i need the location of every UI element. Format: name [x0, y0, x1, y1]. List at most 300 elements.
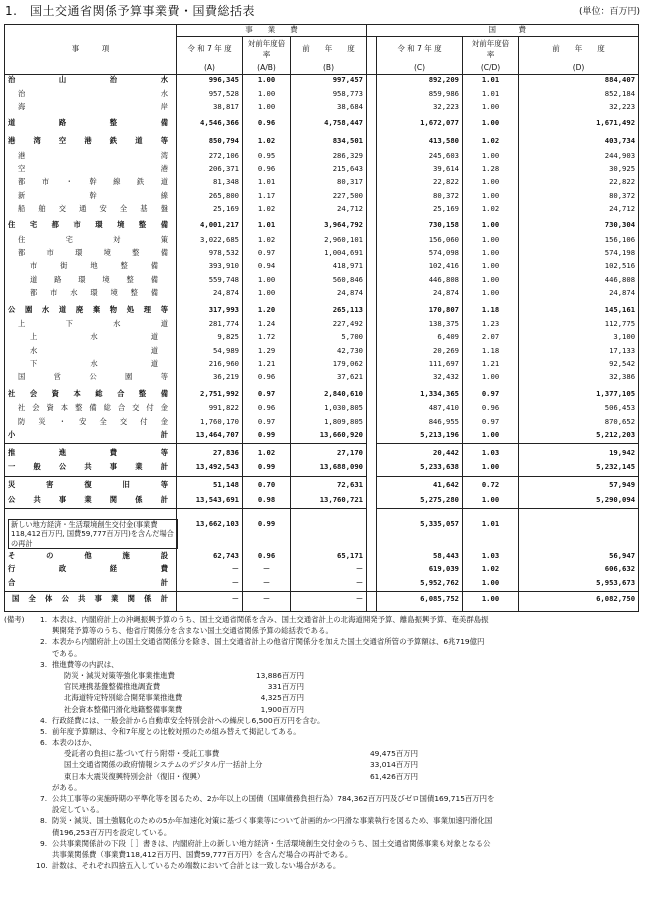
ratio-ab: －	[243, 564, 291, 577]
spacer	[367, 346, 377, 359]
row-label-text: 国 全 体 公 共 事 業 関 係 計	[12, 594, 168, 604]
ratio-cd: 1.23	[463, 319, 519, 332]
ratio-cd: 1.00	[463, 495, 519, 509]
header-b: (B)	[291, 63, 367, 75]
row-label-text: 推 進 費 等	[8, 447, 168, 457]
row-label	[5, 430, 177, 444]
value-d: 870,652	[519, 417, 639, 430]
value-d: 6,082,750	[519, 592, 639, 612]
value-d	[519, 509, 639, 551]
value-a: －	[177, 592, 243, 612]
value-c: 245,603	[377, 151, 463, 164]
value-a: 13,543,691	[177, 495, 243, 509]
value-d: 24,712	[519, 204, 639, 217]
value-b: 24,874	[291, 288, 367, 301]
notes-section	[4, 614, 644, 871]
table-row	[5, 372, 639, 385]
value-d: 5,290,094	[519, 495, 639, 509]
row-label	[5, 102, 177, 115]
value-b: 560,846	[291, 275, 367, 288]
note-list-key: 国土交通省関係の政府情報システムのデジタル庁一括計上分	[64, 760, 263, 770]
note-4: 行政経費には、一般会計から自動車安全特別会計への繰戻し6,500百万円を含む。	[52, 715, 325, 725]
row-label-text: 防 災 ・ 安 全 交 付 金	[18, 416, 168, 426]
row-label-text: 住 宅 都 市 環 境 整 備	[8, 220, 168, 230]
note-5-num: 5.	[40, 726, 48, 736]
value-c: 156,060	[377, 235, 463, 248]
value-a: 62,743	[177, 551, 243, 564]
value-b: 5,700	[291, 332, 367, 345]
row-label	[5, 164, 177, 177]
ratio-cd: 1.00	[463, 102, 519, 115]
table-row	[5, 444, 639, 462]
spacer	[367, 235, 377, 248]
value-b: 72,631	[291, 476, 367, 494]
value-d: 5,953,673	[519, 578, 639, 592]
note-5: 前年度予算額は、令和7年度との比較対照のため組み替えて掲記してある。	[52, 726, 301, 736]
spacer	[367, 275, 377, 288]
table-row	[5, 204, 639, 217]
ratio-ab: 1.20	[243, 301, 291, 319]
spacer	[367, 564, 377, 577]
ratio-ab: 1.01	[243, 217, 291, 235]
value-a: 9,825	[177, 332, 243, 345]
row-label-text: 公 共 事 業 関 係 計	[8, 494, 168, 504]
table-row	[5, 332, 639, 345]
row-label-text: 公 園 水 道 廃 棄 物 処 理 等	[8, 304, 168, 314]
ratio-ab: 1.01	[243, 177, 291, 190]
value-c: 892,209	[377, 75, 463, 89]
value-c: 80,372	[377, 191, 463, 204]
value-b: 80,317	[291, 177, 367, 190]
note-list-value: 61,426百万円	[369, 771, 418, 781]
table-row	[5, 462, 639, 476]
row-label	[5, 495, 177, 509]
ratio-cd: 1.02	[463, 133, 519, 151]
row-label-text: 上 下 水 道	[18, 319, 168, 329]
value-c: 24,874	[377, 288, 463, 301]
header-gap	[367, 25, 377, 37]
ratio-cd: 2.07	[463, 332, 519, 345]
spacer	[367, 204, 377, 217]
note-list-value: 33,014百万円	[369, 760, 418, 770]
spacer	[367, 115, 377, 133]
header-kokuhi: 国 費	[377, 25, 639, 37]
value-a: 38,817	[177, 102, 243, 115]
value-a: 265,800	[177, 191, 243, 204]
value-d: 5,232,145	[519, 462, 639, 476]
spacer	[367, 509, 377, 551]
table-row	[5, 592, 639, 612]
ratio-ab: 0.96	[243, 551, 291, 564]
spacer	[367, 430, 377, 444]
spacer	[367, 177, 377, 190]
spacer	[367, 261, 377, 274]
ratio-ab: 0.97	[243, 248, 291, 261]
spacer	[367, 403, 377, 416]
ratio-ab: 1.00	[243, 288, 291, 301]
value-b: 65,171	[291, 551, 367, 564]
spacer	[367, 417, 377, 430]
table-header	[5, 25, 639, 75]
value-a: 13,662,103	[177, 509, 243, 551]
table-row	[5, 191, 639, 204]
value-a: 272,106	[177, 151, 243, 164]
ratio-cd: 0.72	[463, 476, 519, 494]
note-list-key: 防災・減災対策等強化事業推進費	[64, 670, 175, 680]
spacer	[367, 248, 377, 261]
ratio-cd: 1.00	[463, 235, 519, 248]
row-label	[5, 275, 177, 288]
ratio-cd: 1.00	[463, 261, 519, 274]
ratio-ab: 0.96	[243, 372, 291, 385]
row-label-text: 空 港	[18, 163, 168, 173]
row-label-text: 新 幹 線	[18, 190, 168, 200]
table-row	[5, 495, 639, 509]
row-label-text: 市 街 地 整 備	[30, 261, 158, 271]
row-label	[5, 89, 177, 102]
ratio-ab: 0.99	[243, 462, 291, 476]
row-label	[5, 319, 177, 332]
value-c: 22,822	[377, 177, 463, 190]
spacer	[367, 386, 377, 404]
ratio-ab: －	[243, 592, 291, 612]
spacer	[367, 288, 377, 301]
table-row	[5, 177, 639, 190]
note-2: 本表から内閣府計上の国土交通省関係分を除き、国土交通省計上の他省庁関係分を加えた国土交通省所管の予算額は、6兆719億円	[52, 637, 485, 647]
value-b: 42,730	[291, 346, 367, 359]
ratio-cd: 0.96	[463, 403, 519, 416]
value-d: 574,198	[519, 248, 639, 261]
ratio-cd: 1.21	[463, 359, 519, 372]
row-label-text: 治 水	[18, 88, 168, 98]
row-label	[5, 204, 177, 217]
ratio-ab: 1.24	[243, 319, 291, 332]
value-a: 850,794	[177, 133, 243, 151]
value-c: 5,275,280	[377, 495, 463, 509]
ratio-cd: 1.03	[463, 551, 519, 564]
value-b: 3,964,792	[291, 217, 367, 235]
value-c: 1,334,365	[377, 386, 463, 404]
note-9: 公共事業関係計の下段［ ］書きは、内閣府計上の新しい地方経済・生活環境創生交付金のうち、国土交通省関係事業も対象となる公	[52, 838, 491, 848]
value-b: 286,329	[291, 151, 367, 164]
value-d: 92,542	[519, 359, 639, 372]
value-b: 1,030,805	[291, 403, 367, 416]
row-label-text: 上 水 道	[30, 332, 158, 342]
ratio-cd: 0.97	[463, 417, 519, 430]
ratio-cd: 1.00	[463, 592, 519, 612]
ratio-ab: 1.00	[243, 275, 291, 288]
note-1: 本表は、内閣府計上の沖縄振興予算のうち、国土交通省関係を含み、国土交通省計上の北海道開発予算、離島振興予算、奄美群島振	[52, 615, 489, 624]
value-d: 112,775	[519, 319, 639, 332]
value-d: 22,822	[519, 177, 639, 190]
row-label-text: 水 道	[30, 345, 158, 355]
table-row	[5, 386, 639, 404]
ratio-cd: 1.02	[463, 204, 519, 217]
header-prev-d: 前 年 度	[519, 37, 639, 63]
row-label	[5, 248, 177, 261]
row-label-text: 道 路 整 備	[8, 118, 168, 128]
value-d: 30,925	[519, 164, 639, 177]
note-9-num: 9.	[40, 838, 48, 848]
row-label-text: 都 市 環 境 整 備	[18, 248, 168, 258]
row-label	[5, 564, 177, 577]
header-spacer-2	[367, 63, 377, 75]
value-d: 3,100	[519, 332, 639, 345]
row-label	[5, 444, 177, 462]
value-c: 5,952,762	[377, 578, 463, 592]
value-a: 81,348	[177, 177, 243, 190]
value-a: 13,492,543	[177, 462, 243, 476]
value-c: 5,213,196	[377, 430, 463, 444]
note-list-key: 受託者の負担に基づいて行う附帯・受託工事費	[64, 749, 220, 759]
value-c: 138,375	[377, 319, 463, 332]
header-jigyo: 事 業 費	[177, 25, 367, 37]
note-list-item	[4, 692, 644, 703]
table-row	[5, 115, 639, 133]
row-label-text: 船 舶 交 通 安 全 基 盤	[18, 203, 168, 213]
value-c: 170,807	[377, 301, 463, 319]
ratio-ab: 1.02	[243, 444, 291, 462]
value-a: 27,836	[177, 444, 243, 462]
value-c: 6,409	[377, 332, 463, 345]
row-label	[5, 288, 177, 301]
value-c: 5,335,057	[377, 509, 463, 551]
row-label-text: 住 宅 対 策	[18, 234, 168, 244]
value-d: 19,942	[519, 444, 639, 462]
ratio-ab: －	[243, 578, 291, 592]
spacer	[367, 164, 377, 177]
ratio-cd: 1.00	[463, 578, 519, 592]
note-list-item	[4, 670, 644, 681]
row-label	[5, 551, 177, 564]
row-label	[5, 359, 177, 372]
table-row	[5, 164, 639, 177]
value-d: 5,212,203	[519, 430, 639, 444]
ratio-ab: 0.96	[243, 403, 291, 416]
note-list-value: 49,475百万円	[369, 749, 418, 759]
value-b: 37,621	[291, 372, 367, 385]
ratio-cd: 1.18	[463, 346, 519, 359]
note-7-num: 7.	[40, 794, 48, 803]
value-b: 215,643	[291, 164, 367, 177]
row-label-text: 行 政 経 費	[8, 564, 168, 574]
table-row	[5, 578, 639, 592]
note-list-item	[4, 771, 644, 782]
value-b: －	[291, 564, 367, 577]
ratio-ab: 1.17	[243, 191, 291, 204]
spacer	[367, 444, 377, 462]
value-d: 1,671,492	[519, 115, 639, 133]
value-c: 5,233,638	[377, 462, 463, 476]
value-c: 1,672,077	[377, 115, 463, 133]
value-c: 730,158	[377, 217, 463, 235]
value-b: 418,971	[291, 261, 367, 274]
ratio-ab: 1.21	[243, 359, 291, 372]
header-spacer	[367, 37, 377, 63]
spacer	[367, 332, 377, 345]
ratio-ab: 0.95	[243, 151, 291, 164]
table-row	[5, 403, 639, 416]
value-d: 80,372	[519, 191, 639, 204]
spacer	[367, 75, 377, 89]
row-label-text: 社 会 資 本 総 合 整 備	[8, 388, 168, 398]
row-label	[5, 151, 177, 164]
ratio-ab: 1.00	[243, 102, 291, 115]
note-3: 推進費等の内訳は、	[52, 659, 119, 669]
value-a: 4,546,366	[177, 115, 243, 133]
row-label-text: 都 市 ・ 幹 線 鉄 道	[18, 177, 168, 187]
value-d: 506,453	[519, 403, 639, 416]
value-b: 179,062	[291, 359, 367, 372]
row-label-text: 治 山 治 水	[8, 75, 168, 84]
value-b: 1,004,691	[291, 248, 367, 261]
table-row	[5, 75, 639, 89]
note-3-list	[4, 670, 644, 715]
value-d: 145,161	[519, 301, 639, 319]
value-c: 20,442	[377, 444, 463, 462]
value-a: 996,345	[177, 75, 243, 89]
ratio-cd: 1.28	[463, 164, 519, 177]
ratio-cd: 1.00	[463, 248, 519, 261]
spacer	[367, 191, 377, 204]
table-row	[5, 551, 639, 564]
note-2-num: 2.	[40, 637, 48, 647]
spacer	[367, 89, 377, 102]
note-6-cont: がある。	[52, 782, 82, 792]
unit-label: (単位：百万円)	[578, 7, 640, 17]
row-label	[5, 332, 177, 345]
value-a: 36,219	[177, 372, 243, 385]
row-label-text: 災 害 復 旧 等	[8, 480, 168, 490]
value-b: 2,960,101	[291, 235, 367, 248]
value-b: 24,712	[291, 204, 367, 217]
value-a: 957,528	[177, 89, 243, 102]
table-row	[5, 275, 639, 288]
value-c: 111,697	[377, 359, 463, 372]
note-7-cont: 設定している。	[52, 805, 104, 815]
table-row	[5, 301, 639, 319]
value-d: 403,734	[519, 133, 639, 151]
row-label	[5, 476, 177, 494]
note-8-cont: 債196,253百万円を設定している。	[52, 827, 172, 837]
value-b: －	[291, 592, 367, 612]
value-d: 1,377,105	[519, 386, 639, 404]
header-ratio-cd: 対前年度倍 率	[463, 37, 519, 63]
value-d: 17,133	[519, 346, 639, 359]
row-label-text: 国 営 公 園 等	[18, 372, 168, 382]
value-a: 1,760,170	[177, 417, 243, 430]
value-d: 32,386	[519, 372, 639, 385]
value-b: 13,688,090	[291, 462, 367, 476]
value-c: 20,269	[377, 346, 463, 359]
ratio-cd: 1.00	[463, 191, 519, 204]
row-label	[5, 115, 177, 133]
row-label	[5, 346, 177, 359]
row-label	[5, 235, 177, 248]
table-row	[5, 261, 639, 274]
ratio-ab: 1.00	[243, 89, 291, 102]
value-d: 32,223	[519, 102, 639, 115]
value-a: －	[177, 578, 243, 592]
value-d: 244,903	[519, 151, 639, 164]
header-r7c: 令 和 7 年 度	[377, 37, 463, 63]
value-c: 32,223	[377, 102, 463, 115]
note-list-value: 1,900百万円	[260, 704, 304, 714]
table-row	[5, 235, 639, 248]
header-ab: (A/B)	[243, 63, 291, 75]
row-label-text: 道 路 環 境 整 備	[30, 274, 158, 284]
spacer	[367, 217, 377, 235]
spacer	[367, 476, 377, 494]
note-list-item	[4, 759, 644, 770]
ratio-ab: 0.96	[243, 164, 291, 177]
value-a: 2,751,992	[177, 386, 243, 404]
value-b: 227,492	[291, 319, 367, 332]
row-label-text: 都 市 水 環 境 整 備	[30, 288, 158, 298]
value-a: 54,989	[177, 346, 243, 359]
row-label-text: 社 会 資 本 整 備 総 合 交 付 金	[18, 403, 168, 413]
value-a: 206,371	[177, 164, 243, 177]
value-d: 57,949	[519, 476, 639, 494]
table-row	[5, 476, 639, 494]
ratio-cd: 1.01	[463, 75, 519, 89]
value-c: 6,085,752	[377, 592, 463, 612]
value-b: 227,500	[291, 191, 367, 204]
value-b: 1,809,805	[291, 417, 367, 430]
note-3-num: 3.	[40, 659, 48, 669]
value-d: 852,184	[519, 89, 639, 102]
row-label-text: 海 岸	[18, 101, 168, 111]
header-c: (C)	[377, 63, 463, 75]
ratio-cd: 1.01	[463, 89, 519, 102]
row-label-text: 港 湾	[18, 150, 168, 160]
note-7: 公共工事等の実施時期の平準化等を図るため、2か年以上の国債（国庫債務負担行為）784,362百万円及びゼロ国債169,715百万円を	[52, 794, 495, 803]
spacer	[367, 592, 377, 612]
value-a: 281,774	[177, 319, 243, 332]
ratio-ab: 0.97	[243, 417, 291, 430]
spacer	[367, 301, 377, 319]
row-label	[5, 386, 177, 404]
value-c: 446,808	[377, 275, 463, 288]
ratio-ab: 1.02	[243, 204, 291, 217]
note-list-key: 北海道特定特別総合開発事業推進費	[64, 693, 183, 703]
row-label	[5, 462, 177, 476]
value-a: 991,822	[177, 403, 243, 416]
ratio-cd: 1.00	[463, 217, 519, 235]
value-b: 997,457	[291, 75, 367, 89]
value-c: 487,410	[377, 403, 463, 416]
value-c: 859,986	[377, 89, 463, 102]
table-row	[5, 102, 639, 115]
note-1-num: 1.	[40, 615, 48, 624]
note-2-cont: である。	[52, 648, 82, 658]
table-row	[5, 564, 639, 577]
table-row	[5, 359, 639, 372]
spacer	[367, 319, 377, 332]
ratio-cd: 1.02	[463, 564, 519, 577]
ratio-ab: 1.02	[243, 133, 291, 151]
value-a: 393,910	[177, 261, 243, 274]
row-label	[5, 417, 177, 430]
row-label	[5, 75, 177, 89]
note-6-list	[4, 748, 644, 782]
header-prev-b: 前 年 度	[291, 37, 367, 63]
note-list-item	[4, 704, 644, 715]
note-list-item	[4, 681, 644, 692]
ratio-cd: 1.00	[463, 275, 519, 288]
value-a: 4,001,217	[177, 217, 243, 235]
row-label	[5, 177, 177, 190]
